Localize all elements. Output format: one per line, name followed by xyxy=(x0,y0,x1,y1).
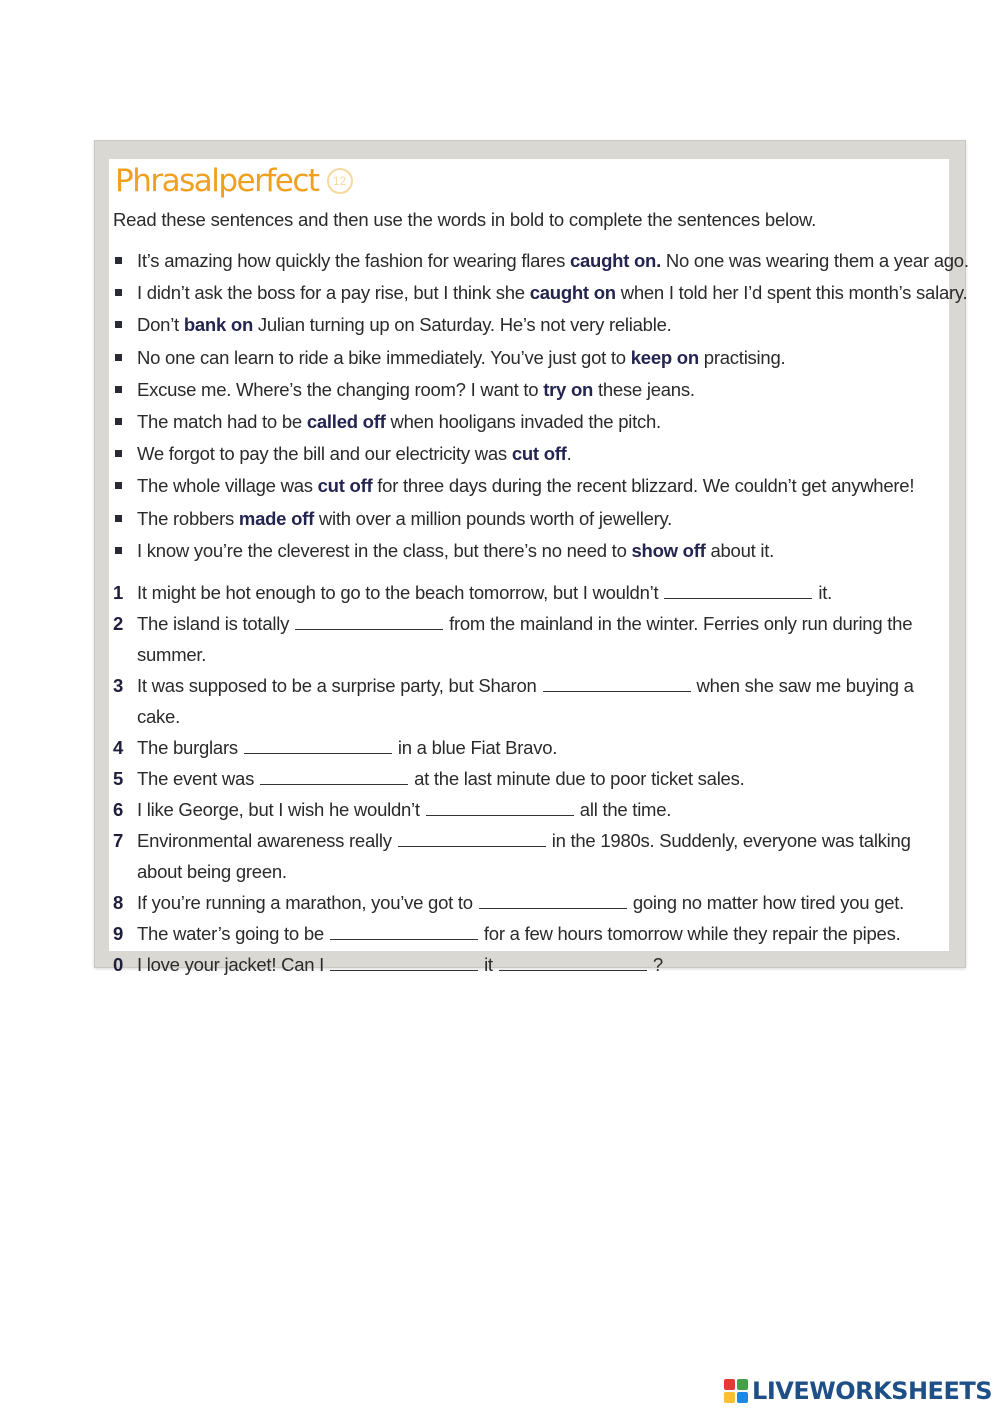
logo-square xyxy=(737,1392,748,1403)
answer-blank[interactable] xyxy=(330,922,478,940)
example-sentence xyxy=(113,344,945,376)
exercise-text: it xyxy=(484,954,493,975)
exercise-text: The event was xyxy=(137,768,255,789)
exercise-item xyxy=(111,825,945,887)
unit-badge: 12 xyxy=(327,168,353,194)
bullet-icon xyxy=(115,547,122,554)
exercise-item xyxy=(111,763,945,794)
example-sentences xyxy=(113,247,969,569)
exercise-text: If you’re running a marathon, you’ve got to xyxy=(137,892,473,913)
exercise-text: in a blue Fiat Bravo. xyxy=(397,737,558,758)
bullet-icon xyxy=(115,450,122,457)
logo-square xyxy=(737,1379,748,1390)
worksheet-sheet xyxy=(109,159,969,975)
exercise-number: 3 xyxy=(113,675,124,696)
exercise-item xyxy=(111,670,945,732)
exercise-text: The island is totally xyxy=(137,613,290,634)
sentence-text: about it. xyxy=(705,539,775,561)
sentence-text: with over a million pounds worth of jewellery. xyxy=(313,507,673,529)
exercise-item xyxy=(111,794,945,825)
example-sentence xyxy=(113,311,945,343)
bullet-icon xyxy=(115,289,122,296)
logo-text: LIVEWORKSHEETS xyxy=(752,1377,992,1405)
exercise-item xyxy=(111,608,945,670)
worksheet-frame xyxy=(94,140,969,975)
exercise-number: 9 xyxy=(113,923,124,944)
exercise-text: The water’s going to be xyxy=(137,923,324,944)
exercise-text: Environmental awareness really xyxy=(137,830,392,851)
exercise-text: ? xyxy=(652,954,663,975)
bullet-icon xyxy=(115,482,122,489)
logo-square xyxy=(724,1392,735,1403)
answer-blank[interactable] xyxy=(398,829,546,847)
exercise-number: 8 xyxy=(113,892,124,913)
exercise-item xyxy=(111,918,945,949)
sentence-text: No one was wearing them a year ago. xyxy=(661,250,969,271)
phrasal-verb: bank on xyxy=(183,314,253,336)
title-row xyxy=(115,163,353,199)
exercise-number: 0 xyxy=(113,954,124,975)
sentence-text: I didn’t ask the boss for a pay rise, but I think she xyxy=(137,282,530,304)
sentence-text: for three days during the recent blizzard. We couldn’t get anywhere! xyxy=(372,475,915,497)
exercise-item xyxy=(111,949,945,980)
phrasal-verb: called off xyxy=(306,410,386,432)
exercise-text: for a few hours tomorrow while they repair the pipes. xyxy=(483,923,901,944)
exercise-text: at the last minute due to poor ticket sales. xyxy=(414,768,745,789)
bullet-icon xyxy=(115,386,122,393)
sentence-text: The whole village was xyxy=(137,475,318,497)
answer-blank[interactable] xyxy=(260,767,408,785)
example-sentence xyxy=(113,376,945,408)
exercise-number: 4 xyxy=(113,737,124,758)
exercise-number: 1 xyxy=(113,582,124,603)
phrasal-verb: try on xyxy=(543,378,594,400)
phrasal-verb: made off xyxy=(238,507,314,529)
exercise-text: when she saw me buying a cake. xyxy=(137,675,914,727)
exercise-text: going no matter how tired you get. xyxy=(632,892,905,913)
bullet-icon xyxy=(115,418,122,425)
exercise-number: 6 xyxy=(113,799,124,820)
bullet-icon xyxy=(115,257,122,264)
exercise-number: 2 xyxy=(113,613,124,634)
exercise-text: from the mainland in the winter. Ferries only run during the summer. xyxy=(137,613,913,665)
sentence-text: We forgot to pay the bill and our electricity was xyxy=(137,443,512,465)
answer-blank[interactable] xyxy=(664,581,812,599)
sentence-text: these jeans. xyxy=(593,378,695,400)
answer-blank[interactable] xyxy=(543,674,691,692)
phrasal-verb: caught on xyxy=(529,282,616,304)
logo-square xyxy=(724,1379,735,1390)
phrasal-verb: show off xyxy=(631,539,706,561)
worksheet-title: Phrasalperfect xyxy=(115,163,319,199)
example-sentence xyxy=(113,279,968,311)
phrasal-verb: keep on xyxy=(630,346,699,368)
phrasal-verb: cut off xyxy=(317,475,373,497)
example-sentence xyxy=(113,440,945,472)
exercise-text: it. xyxy=(818,582,833,603)
answer-blank[interactable] xyxy=(244,736,392,754)
exercise-text: It might be hot enough to go to the beach tomorrow, but I wouldn’t xyxy=(137,582,659,603)
answer-blank[interactable] xyxy=(295,612,443,630)
answer-blank[interactable] xyxy=(330,953,478,971)
exercise-item xyxy=(111,887,945,918)
sentence-text: The match had to be xyxy=(137,410,307,432)
exercise-text: It was supposed to be a surprise party, but Sharon xyxy=(137,675,537,696)
sentence-text: . xyxy=(566,443,572,465)
sentence-text: Excuse me. Where’s the changing room? I want to xyxy=(137,378,544,400)
exercise-text: in the 1980s. Suddenly, everyone was talking about being green. xyxy=(137,830,911,882)
exercise-text: I love your jacket! Can I xyxy=(137,954,325,975)
sentence-text: when I told her I’d spent this month’s salary. xyxy=(615,282,968,304)
exercise-list xyxy=(111,577,945,980)
sentence-text: The robbers xyxy=(137,507,239,529)
bullet-icon xyxy=(115,321,122,328)
bullet-icon xyxy=(115,354,122,361)
phrasal-verb: caught on. xyxy=(569,250,661,271)
liveworksheets-logo[interactable] xyxy=(724,1377,992,1405)
example-sentence xyxy=(113,505,945,537)
exercise-number: 5 xyxy=(113,768,124,789)
logo-icon xyxy=(724,1379,748,1403)
sentence-text: I know you’re the cleverest in the class, but there’s no need to xyxy=(137,539,632,561)
answer-blank[interactable] xyxy=(499,953,647,971)
phrasal-verb: cut off xyxy=(511,443,567,465)
sentence-text: practising. xyxy=(698,346,786,368)
example-sentence xyxy=(113,537,945,569)
exercise-item xyxy=(111,577,945,608)
exercise-text: all the time. xyxy=(579,799,672,820)
instructions: Read these sentences and then use the words in bold to complete the sentences below. xyxy=(113,209,817,230)
exercise-item xyxy=(111,732,945,763)
example-sentence xyxy=(113,408,945,440)
sentence-text: Julian turning up on Saturday. He’s not very reliable. xyxy=(253,314,672,336)
example-sentence xyxy=(113,247,969,279)
bullet-icon xyxy=(115,515,122,522)
answer-blank[interactable] xyxy=(426,798,574,816)
sentence-text: It’s amazing how quickly the fashion for wearing flares xyxy=(137,250,570,271)
sentence-text: when hooligans invaded the pitch. xyxy=(385,410,661,432)
answer-blank[interactable] xyxy=(479,891,627,909)
exercise-number: 7 xyxy=(113,830,124,851)
exercise-text: I like George, but I wish he wouldn’t xyxy=(137,799,420,820)
sentence-text: Don’t xyxy=(137,314,184,336)
example-sentence xyxy=(113,472,945,504)
sentence-text: No one can learn to ride a bike immediately. You’ve just got to xyxy=(137,346,631,368)
exercise-text: The burglars xyxy=(137,737,238,758)
